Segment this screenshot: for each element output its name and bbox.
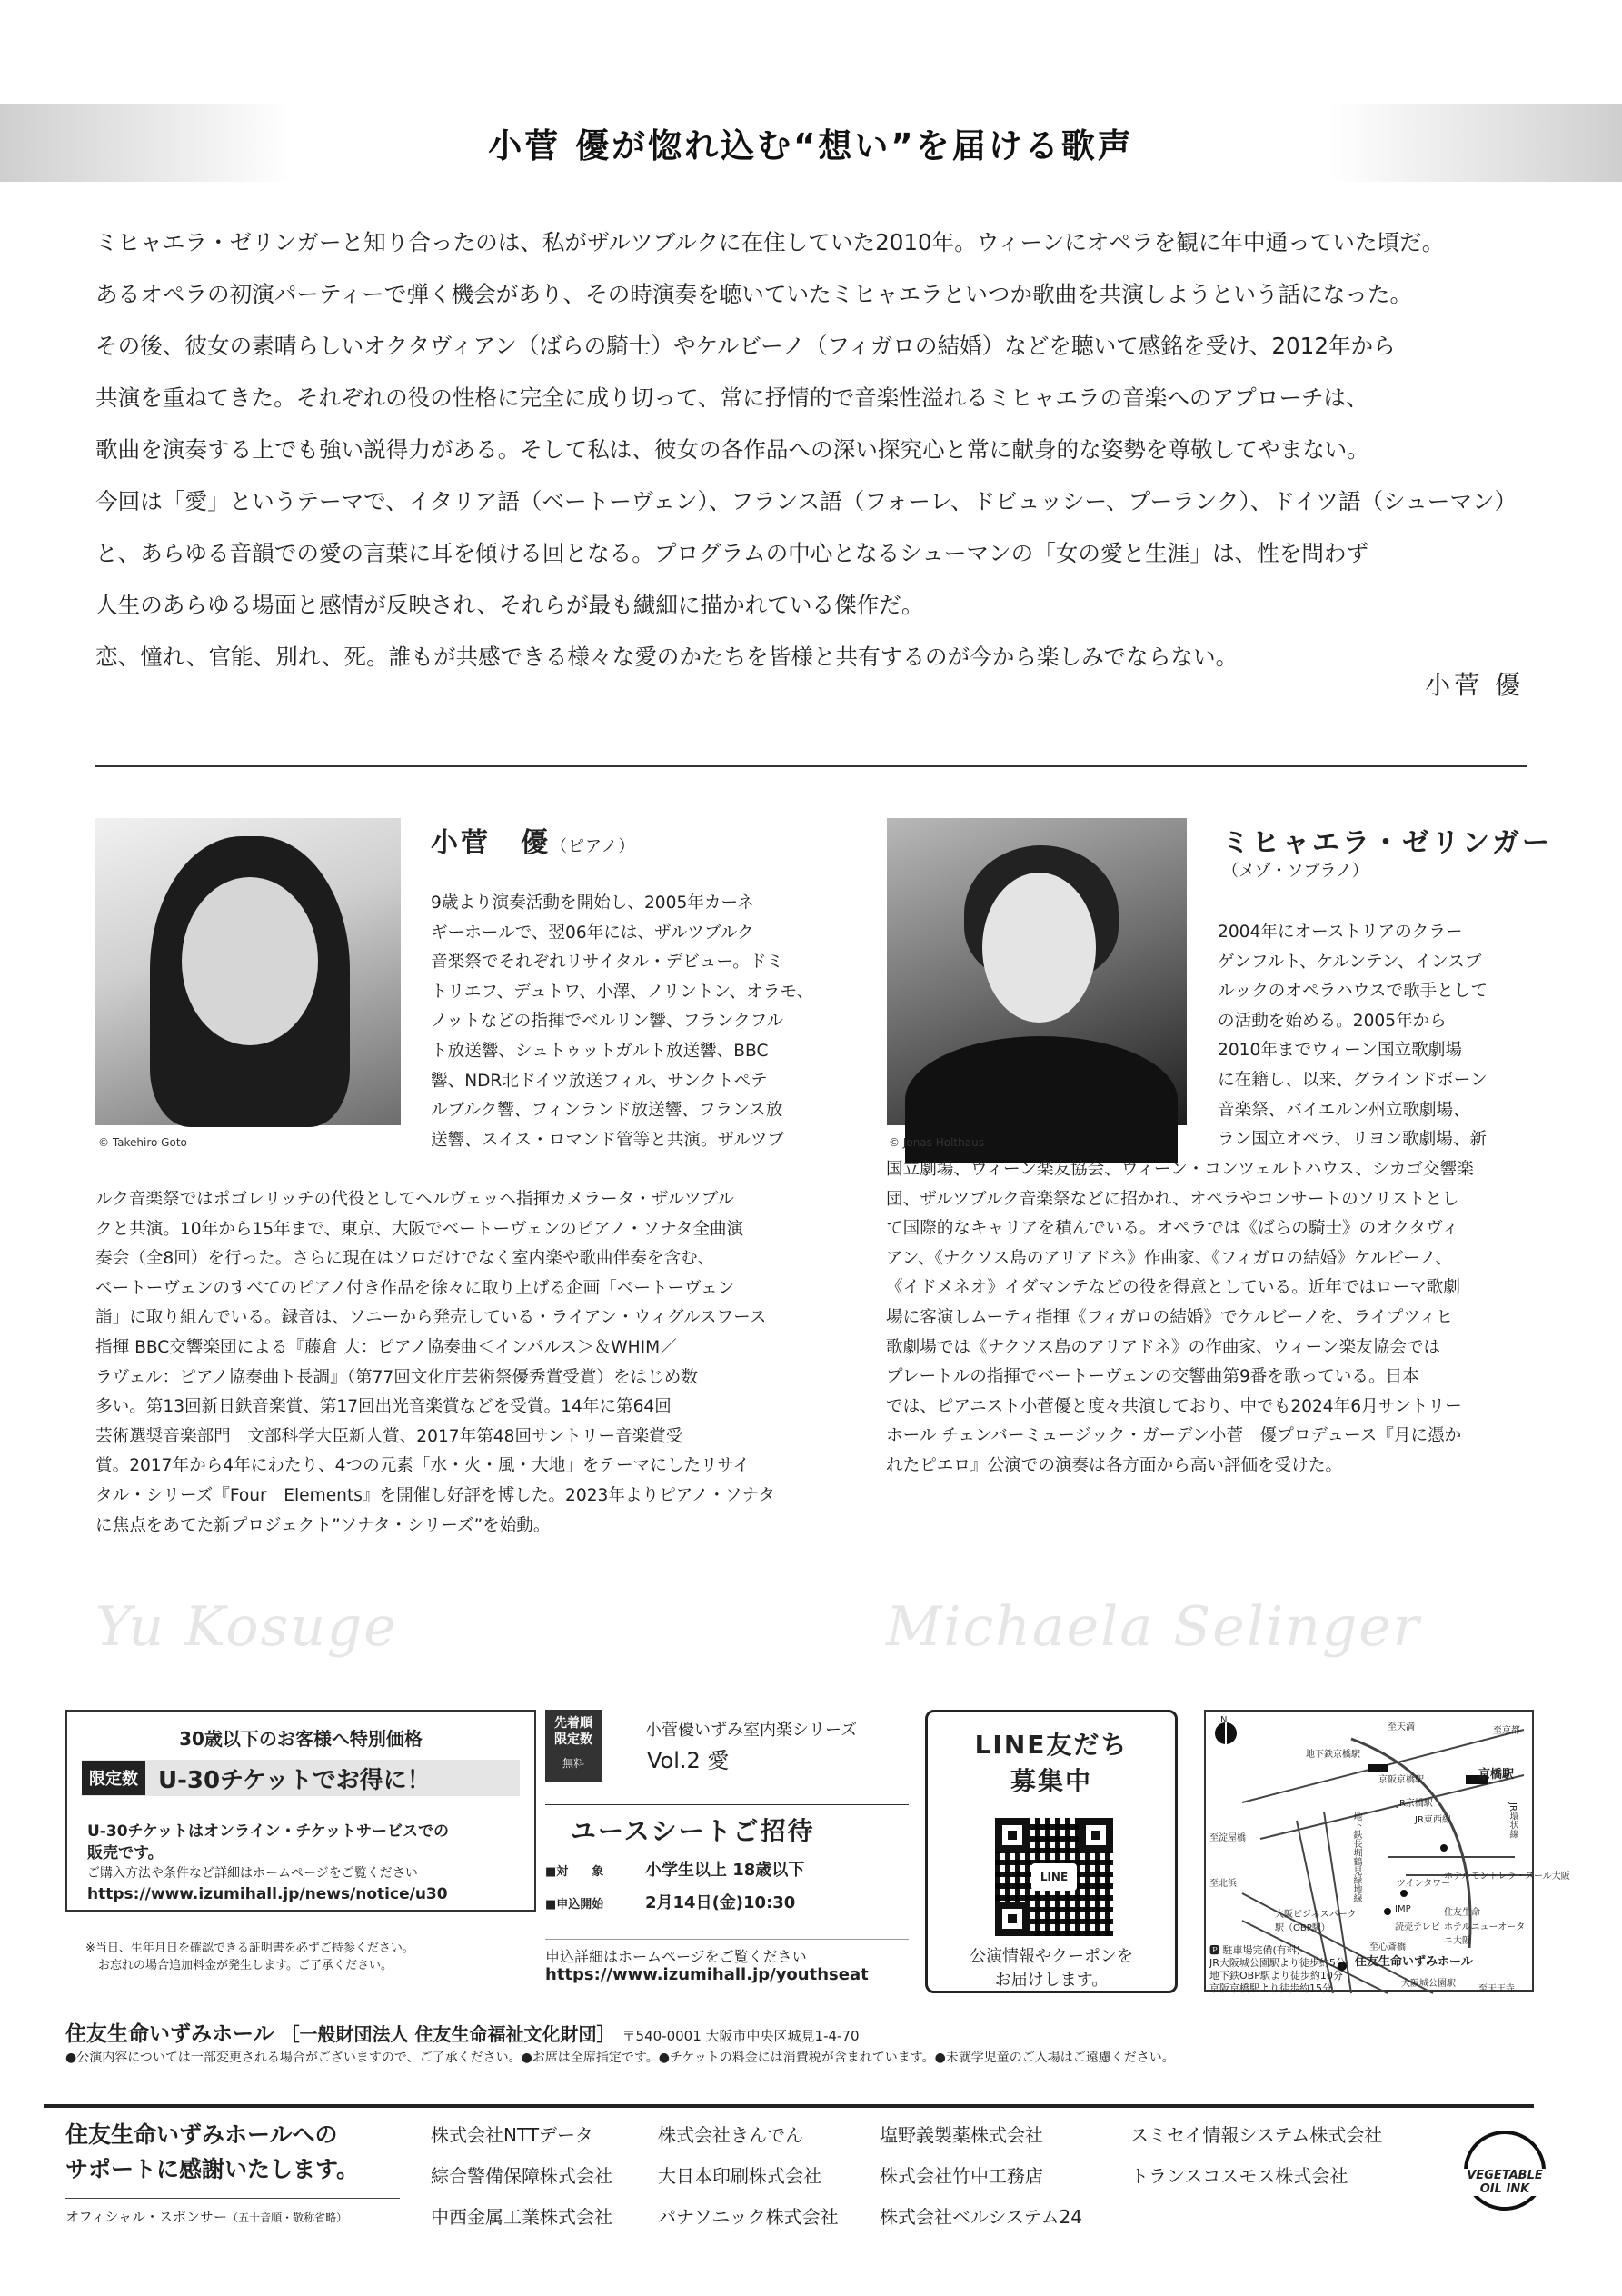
- map-label-shiten: 至天満: [1388, 1722, 1415, 1732]
- kosuge-name: [431, 820, 636, 860]
- u30-ticket-box: [65, 1710, 536, 1912]
- line-note: [928, 1945, 1175, 1992]
- youth-badge-line: 限定数: [554, 1732, 592, 1747]
- bio-line: 場に客演しムーティ指揮《フィガロの結婚》でケルビーノを、ライプツィヒ: [886, 1307, 1454, 1327]
- intro-essay: [95, 216, 1529, 683]
- bio-line: 指揮 BBC交響楽団による『藤倉 大：ピアノ協奏曲＜インパルス＞＆WHIM／: [95, 1337, 677, 1357]
- map-label-kyoto: 至京都: [1493, 1726, 1520, 1736]
- kosuge-name-text: 小菅 優: [431, 827, 551, 859]
- sponsor-item: 中西金属工業株式会社: [431, 2206, 612, 2228]
- youth-target-label: ■対 象: [545, 1865, 604, 1879]
- u30-banner: [82, 1760, 520, 1796]
- bio-line: ルブルク響、フィンランド放送響、フランス放: [431, 1101, 783, 1121]
- bio-line: 9歳より演奏活動を開始し、2005年カーネ: [431, 893, 754, 913]
- bio-line: ホール チェンバーミュージック・ガーデン小菅 優プロデュース『月に憑か: [886, 1426, 1462, 1446]
- map-label-monterey: ホテルモントレラ・スール大阪: [1444, 1872, 1570, 1882]
- sponsor-thanks: [65, 2118, 359, 2187]
- u30-body: [87, 1821, 449, 1905]
- bio-line: プレートルの指揮でベートーヴェンの交響曲第9番を歌っている。日本: [886, 1367, 1419, 1387]
- thanks-rule: [65, 2198, 400, 2199]
- youth-free-label: 無料: [562, 1757, 584, 1770]
- youth-target-value: 小学生以上 18歳以下: [645, 1861, 805, 1880]
- bio-line: ゲンフルト、ケルンテン、インスブ: [1218, 952, 1482, 972]
- map-label-jr-kyobashi: JR京橋駅: [1397, 1799, 1433, 1809]
- youth-rule: [545, 1939, 909, 1940]
- line-qr-logo: LINE: [1031, 1863, 1077, 1891]
- intro-line: と、あらゆる音韻での愛の言葉に耳を傾ける回となる。プログラムの中心となるシューマンの「女の愛と生涯」は、性を問わず: [95, 540, 1369, 566]
- intro-line: その後、彼女の素晴らしいオクタヴィアン（ばらの騎士）やケルビーノ（フィガロの結婚）などを聴いて感銘を受け、2012年から: [95, 333, 1396, 359]
- map-label-keihan-kyobashi: 京阪京橋駅: [1378, 1775, 1424, 1785]
- youth-badge-line: 先着順: [554, 1716, 592, 1731]
- map-north: N: [1220, 1715, 1228, 1725]
- sponsor-item: 株式会社竹中工務店: [880, 2165, 1043, 2187]
- sponsor-label: [65, 2207, 347, 2226]
- u30-url-link[interactable]: https://www.izumihall.jp/news/notice/u30: [87, 1885, 448, 1903]
- line-note-line: 公演情報やクーポンを: [970, 1947, 1133, 1966]
- bio-line: に焦点をあてた新プロジェクト”ソナタ・シリーズ”を始動。: [95, 1515, 551, 1535]
- youth-url-link[interactable]: https://www.izumihall.jp/youthseat: [545, 1965, 869, 1984]
- line-title-line: 募集中: [1010, 1766, 1092, 1796]
- bio-line: 団、ザルツブルク音楽祭などに招かれ、オペラやコンサートのソリストとし: [886, 1189, 1459, 1209]
- map-label-yomiuri: 読売テレビ: [1395, 1922, 1440, 1932]
- thanks-line: 住友生命いずみホールへの: [65, 2121, 338, 2148]
- youth-target-row: [545, 1857, 804, 1881]
- kosuge-bio-lower: [95, 1185, 775, 1541]
- bio-line: ト放送響、シュトゥットガルト放送響、BBC: [431, 1041, 769, 1061]
- bio-line: アン、《ナクソス島のアリアドネ》作曲家、《フィガロの結婚》ケルビーノ、: [886, 1248, 1452, 1268]
- map-label-nagahori: 地下鉄長堀鶴見緑地線: [1351, 1812, 1361, 1902]
- line-title: [928, 1727, 1175, 1800]
- sponsor-label-sub: （五十音順・敬称省略）: [227, 2211, 348, 2224]
- selinger-name: ミヒャエラ・ゼリンガー: [1222, 827, 1552, 859]
- intro-line: 歌曲を演奏する上でも強い説得力がある。そして私は、彼女の各作品への深い探究心と常に献身的な姿勢を尊敬してやまない。: [95, 436, 1369, 463]
- bio-line: クと共演。10年から15年まで、東京、大阪でベートーヴェンのピアノ・ソナタ全曲演: [95, 1219, 744, 1239]
- intro-line: あるオペラの初演パーティーで弾く機会があり、その時演奏を聴いていたミヒャエラといつか歌曲を共演しようという話になった。: [95, 281, 1413, 307]
- sponsor-item: 株式会社ベルシステム24: [880, 2206, 1082, 2228]
- intro-line: 恋、憧れ、官能、別れ、死。誰もが共感できる様々な愛のかたちを皆様と共有するのが今から楽しみでならない。: [95, 644, 1239, 670]
- section-divider: [95, 765, 1527, 767]
- u30-note-line: ※当日、生年月日を確認できる証明書を必ずご持参ください。: [85, 1942, 414, 1955]
- map-label-kyobashi: 京橋駅: [1478, 1768, 1515, 1782]
- bio-line: ルク音楽祭ではポゴレリッチの代役としてヘルヴェッヘ指揮カメラータ・ザルツブル: [95, 1190, 735, 1209]
- youth-series: 小菅優いずみ室内楽シリーズ: [645, 1721, 858, 1740]
- map-access-line: JR大阪城公園駅より徒歩約5分: [1209, 1957, 1346, 1969]
- bio-line: 歌劇場では《ナクソス島のアリアドネ》の作曲家、ウィーン楽友協会では: [886, 1337, 1441, 1357]
- map-label-subway-kyobashi: 地下鉄京橋駅: [1306, 1750, 1360, 1760]
- kosuge-role: （ピアノ）: [551, 837, 636, 856]
- bio-line: 国立劇場、ウィーン楽友協会、ウィーン・コンツェルトハウス、シカゴ交響楽: [886, 1160, 1474, 1179]
- u30-note-line: お忘れの場合追加料金が発生します。ご了承ください。: [98, 1959, 393, 1972]
- sponsor-item: 塩野義製薬株式会社: [880, 2124, 1043, 2146]
- intro-line: 人生のあらゆる場面と感情が反映され、それらが最も繊細に描かれている傑作だ。: [95, 592, 924, 618]
- map-label-obp: 大阪ビジネスパーク駅（OBP駅）: [1275, 1910, 1357, 1933]
- bio-line: 響、NDR北ドイツ放送フィル、サンクトペテ: [431, 1071, 768, 1091]
- u30-heading: 30歳以下のお客様へ特別価格: [179, 1728, 423, 1750]
- line-qr-code[interactable]: [995, 1818, 1113, 1936]
- bio-line: ギーホールで、翌06年には、ザルツブルク: [431, 923, 754, 943]
- bio-line: 芸術選奨音楽部門 文部科学大臣新人賞、2017年第48回サントリー音楽賞受: [95, 1426, 683, 1446]
- kosuge-photo: [95, 818, 401, 1125]
- hall-info: [65, 2017, 860, 2047]
- notice-text: ●公演内容については一部変更される場合がございますので、ご了承ください。●お席は全席指定です。●チケットの料金には消費税が含まれています。●未就学児童のご入場はご遠慮ください。: [65, 2051, 1175, 2065]
- hall-address: 〒540-0001 大阪市中央区城見1-4-70: [622, 2028, 860, 2044]
- map-label-kitahama: 至北浜: [1209, 1879, 1237, 1889]
- kosuge-script-name: Yu Kosuge: [95, 1595, 398, 1659]
- vegetable-oil-ink-logo: [1451, 2127, 1558, 2218]
- selinger-bio-upper: [1218, 918, 1488, 1155]
- ink-line: VEGETABLE: [1467, 2169, 1543, 2182]
- bio-line: トリエフ、デュトワ、小澤、ノリントン、オラモ、: [431, 982, 814, 1002]
- map-access-line: 🅿 駐車場完備(有料): [1209, 1944, 1301, 1956]
- map-label-yodoyabashi: 至淀屋橋: [1209, 1833, 1246, 1843]
- thanks-line: サポートに感謝いたします。: [65, 2156, 360, 2182]
- access-map: [1204, 1710, 1570, 1994]
- selinger-photo: [887, 818, 1187, 1125]
- youth-title: ユースシートご招待: [571, 1816, 815, 1846]
- bio-line: 2010年までウィーン国立歌劇場: [1218, 1041, 1462, 1061]
- bio-line: の活動を始める。2005年から: [1218, 1011, 1447, 1031]
- sponsor-item: 株式会社きんでん: [658, 2124, 803, 2146]
- kosuge-bio-upper: [431, 889, 813, 1155]
- ink-line: OIL INK: [1479, 2182, 1530, 2196]
- sponsor-item: パナソニック株式会社: [658, 2206, 839, 2228]
- youth-start-row: [545, 1890, 795, 1913]
- map-access-line: 地下鉄OBP駅より徒歩約10分: [1209, 1970, 1343, 1982]
- map-label-twin: ツインタワー: [1397, 1879, 1451, 1889]
- map-access-line: 京阪京橋駅より徒歩約15分: [1209, 1982, 1332, 1994]
- youth-detail: 申込詳細はホームページをご覧ください: [545, 1948, 807, 1965]
- hall-name: 住友生命いずみホール: [65, 2022, 274, 2046]
- u30-title: U-30チケットでお得に！: [158, 1766, 431, 1794]
- sponsor-item: 綜合警備保障株式会社: [431, 2165, 612, 2187]
- bio-line: て国際的なキャリアを積んでいる。オペラでは《ばらの騎士》のオクタヴィ: [886, 1219, 1459, 1239]
- bio-line: 賞。2017年から4年にわたり、4つの元素「水・火・風・大地」をテーマにしたリサイ: [95, 1456, 751, 1476]
- map-label-sumitomo: 住友生命: [1444, 1908, 1480, 1918]
- youth-start-label: ■申込開始: [545, 1898, 604, 1912]
- selinger-role: （メゾ・ソプラノ）: [1222, 862, 1368, 881]
- u30-body-line: 販売です。: [87, 1844, 164, 1862]
- map-label-newotani: ホテルニューオータニ大阪: [1444, 1922, 1526, 1946]
- youth-divider: [545, 1804, 909, 1805]
- selinger-bio-lower: [886, 1155, 1474, 1482]
- bio-line: 多い。第13回新日鉄音楽賞、第17回出光音楽賞などを受賞。14年に第64回: [95, 1397, 672, 1417]
- youth-badge: [545, 1710, 602, 1782]
- map-access: [1209, 1944, 1346, 1995]
- bio-line: タル・シリーズ『Four Elements』を開催し好評を博した。2023年よりピアノ・ソナタ: [95, 1485, 775, 1505]
- line-title-line: LINE友だち: [974, 1730, 1129, 1760]
- map-label-loop: JR環状線: [1508, 1802, 1518, 1839]
- bio-line: 音楽祭、バイエルン州立歌劇場、: [1218, 1100, 1470, 1120]
- sponsor-label-text: オフィシャル・スポンサー: [65, 2209, 228, 2225]
- bio-line: 詣」に取り組んでいる。録音は、ソニーから発売している・ライアン・ウィグルスワース: [95, 1308, 767, 1328]
- bio-line: ベートーヴェンのすべてのピアノ付き作品を徐々に取り上げる企画「ベートーヴェン: [95, 1278, 735, 1298]
- sponsor-list: [431, 2121, 1458, 2229]
- selinger-photo-credit: © Jonas Holthaus: [889, 1136, 984, 1149]
- selinger-script-name: Michaela Selinger: [886, 1595, 1421, 1659]
- bio-line: 送響、スイス・ロマンド管等と共演。ザルツブ: [431, 1130, 784, 1150]
- intro-line: ミヒャエラ・ゼリンガーと知り合ったのは、私がザルツブルクに在住していた2010年。ウィーンにオペラを観に年中通っていた頃だ。: [95, 229, 1445, 255]
- intro-line: 共演を重ねてきた。それぞれの役の性格に完全に成り切って、常に抒情的で音楽性溢れるミヒャエラの音楽へのアプローチは、: [95, 384, 1368, 411]
- bio-line: ラヴェル：ピアノ協奏曲ト長調』（第77回文化庁芸術祭優秀賞受賞）をはじめ数: [95, 1367, 698, 1387]
- bio-line: ルックのオペラハウスで歌手として: [1218, 982, 1488, 1002]
- bio-line: れたピエロ』公演での演奏は各方面から高い評価を受けた。: [886, 1455, 1343, 1475]
- kosuge-photo-credit: © Takehiro Goto: [98, 1136, 187, 1149]
- intro-line: 今回は「愛」というテーマで、イタリア語（ベートーヴェン）、フランス語（フォーレ、ドビュッシー、プーランク）、ドイツ語（シューマン）: [95, 488, 1518, 514]
- u30-limited-tag: 限定数: [82, 1761, 145, 1795]
- map-label-jr-tozai: JR東西線: [1415, 1815, 1451, 1825]
- footer-divider: [44, 2104, 1534, 2108]
- bio-line: 2004年にオーストリアのクラー: [1218, 923, 1463, 942]
- youth-start-value: 2月14日(金)10:30: [645, 1893, 796, 1912]
- youth-seat-section: [545, 1710, 909, 1910]
- title-band: [0, 104, 1622, 182]
- u30-note: [85, 1940, 414, 1974]
- bio-line: ラン国立オペラ、リヨン歌劇場、新: [1218, 1130, 1488, 1150]
- hall-org: ［一般財団法人 住友生命福祉文化財団］: [281, 2023, 615, 2045]
- intro-signature: 小菅 優: [1425, 670, 1524, 700]
- map-label-shinshin: 至心斎橋: [1369, 1942, 1406, 1952]
- map-label-tennoji: 至天王寺: [1478, 1984, 1515, 1994]
- map-label-osakajo: 大阪城公園駅: [1401, 1979, 1456, 1989]
- u30-detail-note: ご購入方法や条件など詳細はホームページをご覧ください: [87, 1866, 418, 1881]
- map-label-imp: IMP: [1395, 1904, 1411, 1914]
- bio-line: 音楽祭でそれぞれリサイタル・デビュー。ドミ: [431, 953, 784, 973]
- map-label-hall: 住友生命いずみホール: [1355, 1955, 1473, 1969]
- sponsor-item: トランスコスモス株式会社: [1130, 2165, 1348, 2187]
- bio-line: に在籍し、以来、グラインドボーン: [1218, 1070, 1488, 1090]
- youth-vol: Vol.2 愛: [647, 1748, 730, 1773]
- bio-line: ノットなどの指揮でベルリン響、フランクフル: [431, 1012, 784, 1032]
- sponsor-item: 大日本印刷株式会社: [658, 2165, 821, 2187]
- bio-line: 《イドメネオ》イダマンテなどの役を得意としている。近年ではローマ歌劇: [886, 1278, 1461, 1298]
- bio-line: 奏会（全8回）を行った。さらに現在はソロだけでなく室内楽や歌曲伴奏を含む、: [95, 1249, 715, 1269]
- page-title: 小菅 優が惚れ込む“想い”を届ける歌声: [488, 126, 1134, 165]
- line-note-line: お届けします。: [994, 1971, 1109, 1990]
- u30-body-line: U-30チケットはオンライン・チケットサービスでの: [87, 1822, 449, 1841]
- line-friend-box[interactable]: [925, 1710, 1178, 1993]
- sponsor-item: 株式会社NTTデータ: [431, 2124, 594, 2146]
- sponsor-item: スミセイ情報システム株式会社: [1130, 2124, 1383, 2146]
- bio-line: では、ピアニスト小菅優と度々共演しており、中でも2024年6月サントリー: [886, 1396, 1462, 1416]
